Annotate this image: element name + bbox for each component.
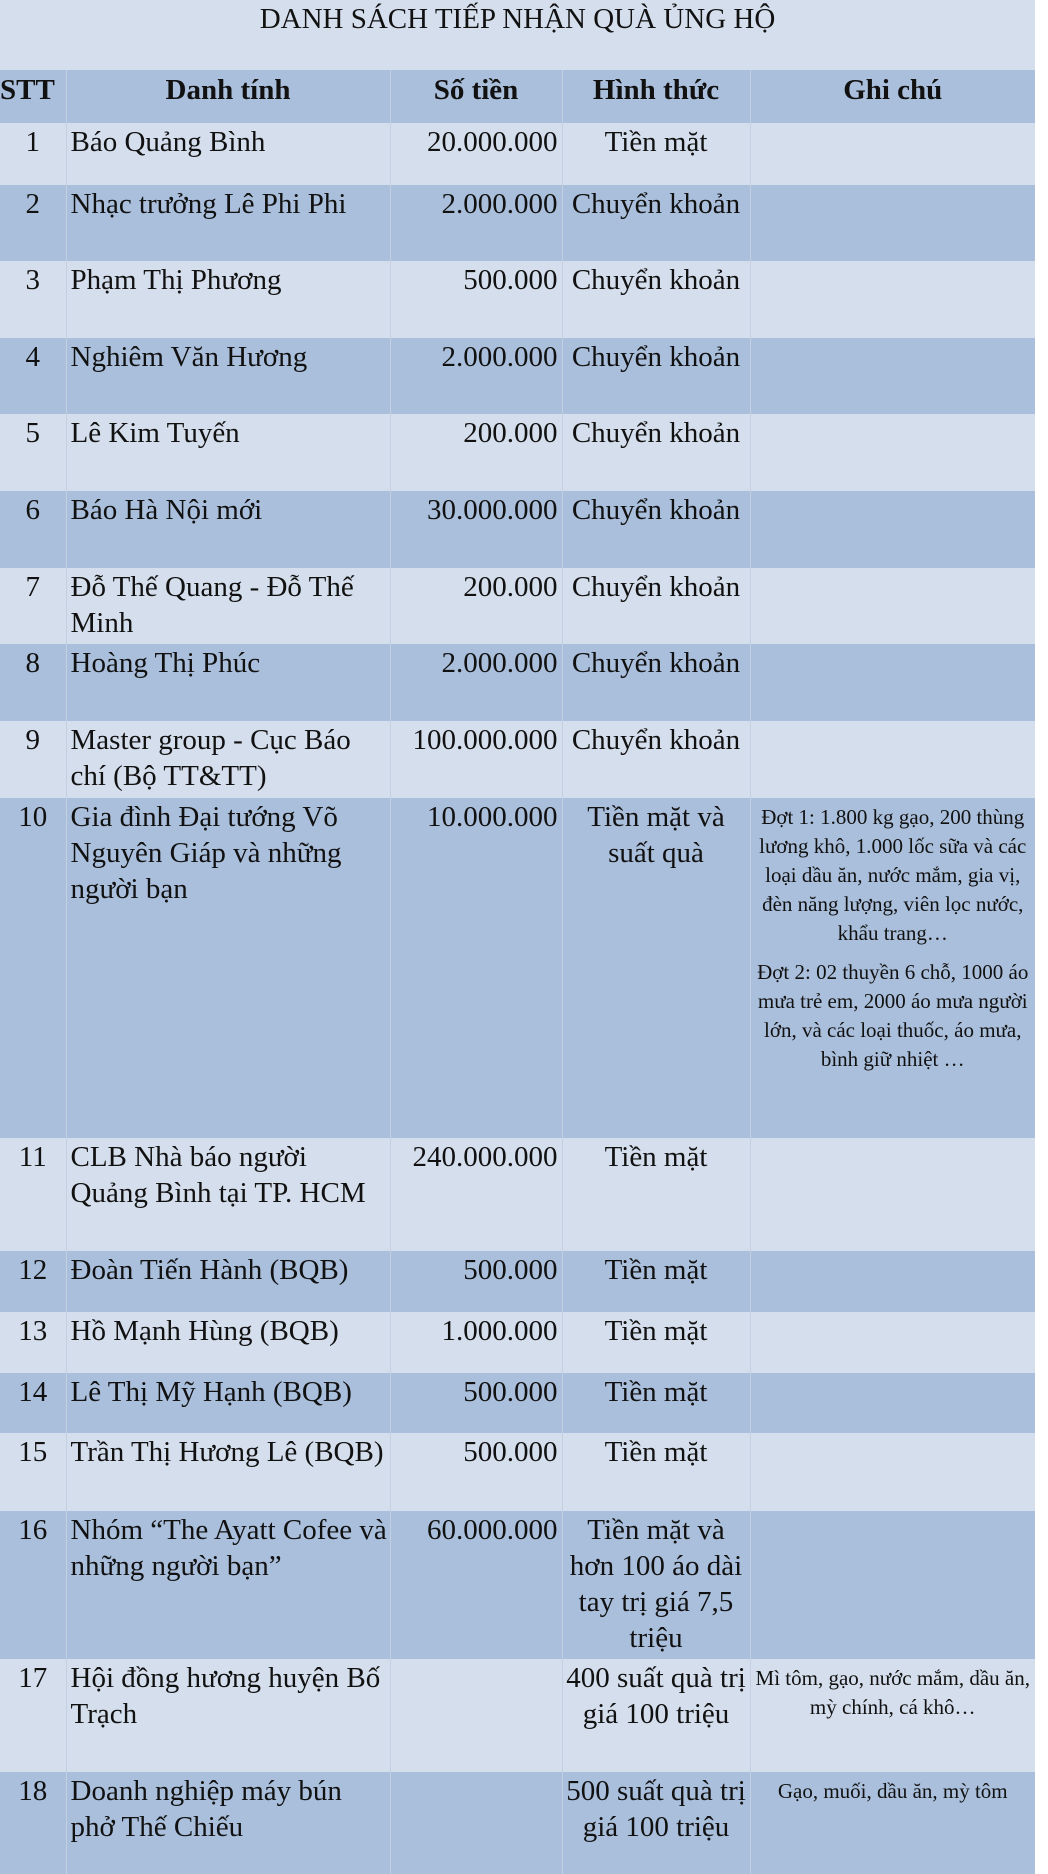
row-note [750,798,1035,1138]
table-header-row [0,70,1035,123]
note-batch-1: Đợt 1: 1.800 kg gạo, 200 thùng lương khô, 1.000 lốc sữa và các loại dầu ăn, nước mắm, gia vị, đèn năng lượng, viên lọc nước, khẩu trang… [759,805,1027,945]
row-method: Chuyển khoản [562,491,750,568]
row-stt: 18 [18,1775,48,1807]
row-note [750,491,1035,568]
row-note: Mì tôm, gạo, nước mắm, dầu ăn, mỳ chính, cá khô… [750,1659,1035,1772]
row-amount: 2.000.000 [390,644,562,721]
row-method: Chuyển khoản [562,644,750,721]
row-method: Chuyển khoản [562,568,750,644]
row-stt: 3 [25,264,40,296]
row-method: Tiền mặt [562,123,750,185]
row-method: Tiền mặt và suất quà [562,798,750,1138]
table-row [0,1373,1035,1433]
row-name: Nghiêm Văn Hương [66,338,390,414]
header-note: Ghi chú [750,70,1035,123]
row-method: Tiền mặt [562,1251,750,1312]
row-note [750,338,1035,414]
row-amount: 240.000.000 [390,1138,562,1251]
row-amount: 500.000 [390,1251,562,1312]
row-amount: 200.000 [390,568,562,644]
table-row [0,1772,1035,1874]
row-note: Gạo, muối, dầu ăn, mỳ tôm [750,1772,1035,1874]
table-row [0,1433,1035,1511]
row-note [750,1251,1035,1312]
row-note [750,568,1035,644]
row-name: Gia đình Đại tướng Võ Nguyên Giáp và những người bạn [66,798,390,1138]
row-name: Doanh nghiệp máy bún phở Thế Chiếu [66,1772,390,1874]
row-method: Tiền mặt [562,1138,750,1251]
row-stt: 8 [25,647,40,679]
row-amount: 500.000 [390,1433,562,1511]
row-method: 500 suất quà trị giá 100 triệu [562,1772,750,1874]
row-method: Chuyển khoản [562,338,750,414]
table-row [0,1659,1035,1772]
row-stt: 4 [25,341,40,373]
row-name: Hội đồng hương huyện Bố Trạch [66,1659,390,1772]
row-name: Lê Thị Mỹ Hạnh (BQB) [66,1373,390,1433]
document-title: DANH SÁCH TIẾP NHẬN QUÀ ỦNG HỘ [0,0,1035,70]
row-method: Tiền mặt [562,1373,750,1433]
row-name: Master group - Cục Báo chí (Bộ TT&TT) [66,721,390,798]
row-amount: 10.000.000 [390,798,562,1138]
row-stt: 14 [18,1376,48,1408]
row-stt: 13 [18,1315,48,1347]
row-note [750,1312,1035,1373]
row-amount: 2.000.000 [390,185,562,261]
row-amount: 1.000.000 [390,1312,562,1373]
row-amount: 60.000.000 [390,1511,562,1659]
row-note [750,1138,1035,1251]
table-row [0,644,1035,721]
row-method: Chuyển khoản [562,185,750,261]
row-amount: 20.000.000 [390,123,562,185]
table-row [0,185,1035,261]
row-name: Đoàn Tiến Hành (BQB) [66,1251,390,1312]
row-stt: 6 [25,494,40,526]
row-note [750,414,1035,491]
row-stt: 17 [18,1662,48,1694]
row-amount: 500.000 [390,261,562,338]
row-amount [390,1659,562,1772]
row-stt: 5 [25,417,40,449]
table-row [0,721,1035,798]
row-method: Chuyển khoản [562,414,750,491]
donation-table [0,70,1035,1874]
table-row [0,798,1035,1138]
row-name: Trần Thị Hương Lê (BQB) [66,1433,390,1511]
row-method: 400 suất quà trị giá 100 triệu [562,1659,750,1772]
row-name: Báo Hà Nội mới [66,491,390,568]
row-note [750,261,1035,338]
row-amount: 30.000.000 [390,491,562,568]
header-method: Hình thức [562,70,750,123]
row-method: Chuyển khoản [562,261,750,338]
row-note [750,1373,1035,1433]
row-method: Tiền mặt và hơn 100 áo dài tay trị giá 7,5 triệu [562,1511,750,1659]
note-batch-2: Đợt 2: 02 thuyền 6 chỗ, 1000 áo mưa trẻ em, 2000 áo mưa người lớn, và các loại thuốc, áo mưa, bình giữ nhiệt … [757,960,1029,1071]
row-note [750,123,1035,185]
table-row [0,123,1035,185]
table-row [0,261,1035,338]
row-name: CLB Nhà báo người Quảng Bình tại TP. HCM [66,1138,390,1251]
row-note [750,644,1035,721]
row-name: Nhạc trưởng Lê Phi Phi [66,185,390,261]
row-amount: 500.000 [390,1373,562,1433]
row-stt: 10 [18,801,48,833]
row-method: Tiền mặt [562,1312,750,1373]
row-amount: 200.000 [390,414,562,491]
row-stt: 16 [18,1514,48,1546]
row-method: Tiền mặt [562,1433,750,1511]
header-amount: Số tiền [390,70,562,123]
row-stt: 15 [18,1436,48,1468]
header-name: Danh tính [66,70,390,123]
header-stt: STT [0,70,66,123]
row-stt: 12 [18,1254,48,1286]
table-row [0,414,1035,491]
row-name: Phạm Thị Phương [66,261,390,338]
row-name: Lê Kim Tuyến [66,414,390,491]
row-name: Đỗ Thế Quang - Đỗ Thế Minh [66,568,390,644]
row-note [750,1511,1035,1659]
row-stt: 2 [25,188,40,220]
table-row [0,491,1035,568]
row-note [750,1433,1035,1511]
row-stt: 11 [18,1141,47,1173]
row-name: Nhóm “The Ayatt Cofee và những người bạn” [66,1511,390,1659]
row-stt: 1 [25,126,40,158]
row-amount: 2.000.000 [390,338,562,414]
row-stt: 7 [25,571,40,603]
row-method: Chuyển khoản [562,721,750,798]
row-name: Báo Quảng Bình [66,123,390,185]
table-row [0,1312,1035,1373]
row-name: Hồ Mạnh Hùng (BQB) [66,1312,390,1373]
row-amount [390,1772,562,1874]
row-amount: 100.000.000 [390,721,562,798]
table-row [0,1251,1035,1312]
row-name: Hoàng Thị Phúc [66,644,390,721]
table-row [0,338,1035,414]
row-note [750,185,1035,261]
page-margin [1035,0,1048,1874]
table-row [0,568,1035,644]
row-stt: 9 [25,724,40,756]
table-row [0,1138,1035,1251]
table-row [0,1511,1035,1659]
row-note [750,721,1035,798]
